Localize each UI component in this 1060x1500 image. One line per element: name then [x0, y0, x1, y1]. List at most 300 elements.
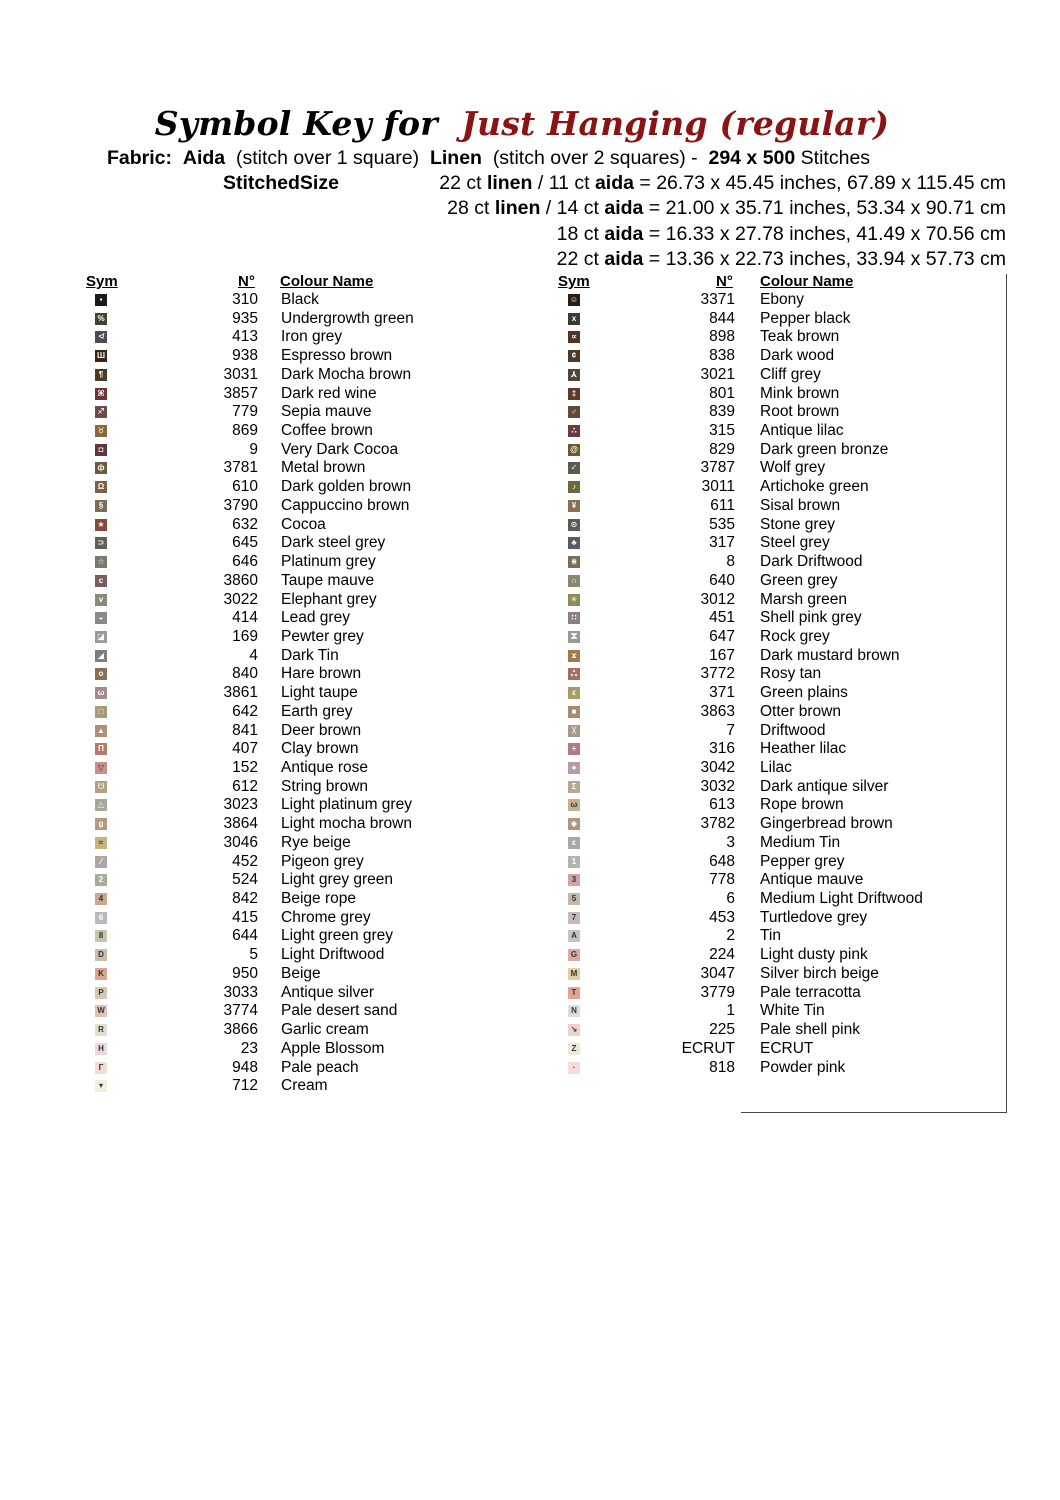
key-row	[0, 665, 1060, 684]
symbol-swatch: ⌘	[95, 388, 107, 400]
colour-name: Wolf grey	[760, 459, 826, 477]
dmc-number: 415	[232, 908, 258, 926]
header-name-left: Colour Name	[280, 273, 374, 290]
colour-name: Shell pink grey	[760, 609, 862, 627]
dmc-number: 167	[709, 646, 735, 664]
key-row	[0, 778, 1060, 797]
dmc-number: 938	[232, 347, 258, 365]
symbol-swatch: ◘	[95, 444, 107, 456]
dmc-number: 844	[709, 309, 735, 327]
dmc-number: 3866	[223, 1021, 258, 1039]
colour-name: Otter brown	[760, 702, 841, 720]
dmc-number: 317	[709, 534, 735, 552]
colour-name: Sisal brown	[760, 496, 841, 514]
colour-name: Gingerbread brown	[760, 815, 893, 833]
colour-name: Root brown	[760, 403, 840, 421]
dmc-number: 169	[232, 627, 258, 645]
symbol-swatch: ·	[568, 1062, 580, 1074]
dmc-number: 3033	[223, 983, 258, 1001]
dmc-number: 3863	[700, 702, 735, 720]
dmc-number: 535	[709, 515, 735, 533]
symbol-swatch: ♣	[568, 537, 580, 549]
symbol-swatch: ∝	[568, 331, 580, 343]
colour-name: Pigeon grey	[281, 852, 364, 870]
key-row	[0, 740, 1060, 759]
dmc-number: 642	[232, 702, 258, 720]
key-row	[0, 628, 1060, 647]
colour-name: Espresso brown	[281, 347, 393, 365]
symbol-swatch: ∴	[568, 425, 580, 437]
symbol-swatch: 1	[568, 856, 580, 868]
symbol-swatch: ♂	[568, 406, 580, 418]
key-row	[0, 984, 1060, 1003]
dmc-number: 612	[232, 777, 258, 795]
stitched-size-label: StitchedSize	[223, 172, 339, 194]
symbol-swatch: ♉	[95, 425, 107, 437]
dmc-number: 898	[709, 328, 735, 346]
colour-name: Pale peach	[281, 1058, 359, 1076]
colour-name: Lilac	[760, 759, 792, 776]
symbol-swatch: x	[568, 313, 580, 325]
key-row	[0, 609, 1060, 628]
dmc-number: 407	[232, 740, 258, 758]
symbol-swatch: ¶	[95, 369, 107, 381]
size-line-1: 28 ct linen / 14 ct aida = 21.00 x 35.71 inches, 53.34 x 90.71 cm	[447, 197, 1006, 219]
symbol-swatch: %	[95, 313, 107, 325]
symbol-swatch: §	[95, 500, 107, 512]
dmc-number: 310	[232, 291, 258, 308]
symbol-swatch: g	[95, 818, 107, 830]
key-row	[0, 572, 1060, 591]
colour-name: Metal brown	[281, 459, 366, 477]
dmc-number: 6	[726, 890, 735, 908]
colour-name: Heather lilac	[760, 740, 847, 758]
colour-name: Black	[281, 291, 319, 308]
dmc-number: 647	[709, 627, 735, 645]
colour-name: Iron grey	[281, 328, 343, 346]
dmc-number: 524	[232, 871, 258, 889]
symbol-swatch: ▪	[95, 294, 107, 306]
dmc-number: 3860	[223, 571, 258, 589]
colour-name: Medium Light Driftwood	[760, 890, 923, 908]
dmc-number: 316	[709, 740, 735, 758]
colour-name: Green grey	[760, 571, 838, 589]
fabric-stitches: Stitches	[800, 147, 871, 169]
key-row	[0, 703, 1060, 722]
symbol-swatch: K	[95, 968, 107, 980]
symbol-swatch: P	[95, 987, 107, 999]
dmc-number: 7	[726, 721, 735, 739]
header-sym-right: Sym	[558, 273, 590, 290]
colour-name: Taupe mauve	[281, 571, 375, 589]
colour-name: Dark red wine	[281, 384, 377, 402]
symbol-swatch: ≮	[95, 331, 107, 343]
colour-name: Chrome grey	[281, 908, 371, 926]
colour-name: Elephant grey	[281, 590, 377, 608]
key-row	[0, 815, 1060, 834]
key-row	[0, 422, 1060, 441]
fabric-aida-note: (stitch over 1 square)	[235, 147, 420, 169]
dmc-number: 3031	[223, 365, 258, 383]
dmc-number: 225	[709, 1021, 735, 1039]
colour-name: Artichoke green	[760, 478, 869, 496]
dmc-number: 840	[232, 665, 258, 683]
dmc-number: 3779	[700, 983, 735, 1001]
colour-name: Cocoa	[281, 515, 326, 533]
key-row	[0, 1021, 1060, 1040]
key-row	[0, 759, 1060, 778]
symbol-swatch: Z	[568, 1043, 580, 1055]
colour-name: Platinum grey	[281, 553, 376, 571]
symbol-swatch: D	[95, 949, 107, 961]
dmc-number: 3032	[700, 777, 735, 795]
fabric-linen-note: (stitch over 2 squares) -	[492, 147, 698, 169]
key-row	[0, 1002, 1060, 1021]
dmc-number: 9	[249, 440, 258, 458]
colour-name: White Tin	[760, 1002, 825, 1020]
colour-name: Earth grey	[281, 702, 353, 720]
colour-name: Deer brown	[281, 721, 362, 739]
symbol-swatch: M	[568, 968, 580, 980]
colour-name: Dark mustard brown	[760, 646, 900, 664]
dmc-number: 839	[709, 403, 735, 421]
symbol-swatch: ★	[95, 519, 107, 531]
symbol-swatch: ♐	[95, 406, 107, 418]
symbol-swatch: +	[568, 743, 580, 755]
symbol-swatch: 2	[95, 874, 107, 886]
colour-name: Dark Mocha brown	[281, 365, 412, 383]
table-border-bottom	[741, 1112, 1007, 1113]
symbol-swatch: ●	[568, 762, 580, 774]
symbol-swatch: ∩	[568, 575, 580, 587]
dmc-number: 3781	[223, 459, 258, 477]
dmc-number: 1	[726, 1002, 735, 1020]
key-row	[0, 927, 1060, 946]
symbol-swatch: R	[95, 1024, 107, 1036]
symbol-swatch: 5	[568, 893, 580, 905]
colour-name: Light Driftwood	[281, 946, 385, 964]
symbol-swatch: 6	[95, 912, 107, 924]
symbol-swatch: N	[568, 1005, 580, 1017]
symbol-swatch: ᚷ	[568, 725, 580, 737]
dmc-number: 3857	[223, 384, 258, 402]
dmc-number: 632	[232, 515, 258, 533]
key-row	[0, 853, 1060, 872]
fabric-line	[107, 146, 870, 170]
colour-name: Cappuccino brown	[281, 496, 410, 514]
colour-name: Antique lilac	[760, 422, 844, 440]
key-row	[0, 403, 1060, 422]
colour-name: Green plains	[760, 684, 848, 702]
fabric-label: Fabric:	[107, 147, 173, 169]
symbol-swatch: △	[95, 799, 107, 811]
colour-name: String brown	[281, 777, 369, 795]
colour-name: Teak brown	[760, 328, 840, 346]
dmc-number: 648	[709, 852, 735, 870]
key-row	[0, 871, 1060, 890]
colour-name: Dark antique silver	[760, 777, 889, 795]
key-row	[0, 478, 1060, 497]
colour-name: Beige rope	[281, 890, 356, 908]
key-row	[0, 946, 1060, 965]
dmc-number: 778	[709, 871, 735, 889]
key-row	[0, 366, 1060, 385]
header-num-left: N°	[238, 273, 255, 290]
key-row	[0, 1059, 1060, 1078]
dmc-number: 644	[232, 927, 258, 945]
symbol-swatch: ◒	[95, 612, 107, 624]
colour-name: Medium Tin	[760, 833, 841, 851]
symbol-swatch: 8	[95, 930, 107, 942]
colour-name: ECRUT	[760, 1039, 814, 1057]
dmc-number: 935	[232, 309, 258, 327]
colour-name: Steel grey	[760, 534, 830, 552]
dmc-number: 869	[232, 422, 258, 440]
colour-name: Stone grey	[760, 515, 835, 533]
dmc-number: 610	[232, 478, 258, 496]
colour-name: Very Dark Cocoa	[281, 440, 399, 458]
colour-name: Light mocha brown	[281, 815, 412, 833]
colour-name: Antique mauve	[760, 871, 864, 889]
symbol-swatch: ☆	[95, 556, 107, 568]
colour-name: Coffee brown	[281, 422, 373, 440]
colour-name: Dark Driftwood	[760, 553, 863, 571]
fabric-size: 294 x 500	[708, 147, 796, 169]
dmc-number: 8	[726, 553, 735, 571]
key-row	[0, 1040, 1060, 1059]
dmc-number: 3047	[700, 964, 735, 982]
symbol-swatch: ☺	[569, 295, 579, 304]
key-row	[0, 834, 1060, 853]
colour-name: Antique rose	[281, 759, 369, 776]
dmc-number: 3864	[223, 815, 258, 833]
symbol-swatch: 4	[95, 893, 107, 905]
symbol-swatch: ‡	[568, 388, 580, 400]
key-row	[0, 890, 1060, 909]
key-row	[0, 965, 1060, 984]
symbol-swatch: Ω	[95, 481, 107, 493]
symbol-swatch: ¢	[568, 350, 580, 362]
colour-name: Pale shell pink	[760, 1021, 860, 1039]
colour-name: Sepia mauve	[281, 403, 372, 421]
symbol-swatch: Π	[95, 743, 107, 755]
table-border-right	[1006, 274, 1007, 1112]
symbol-swatch: ф	[95, 462, 107, 474]
symbol-swatch: Σ	[568, 781, 580, 793]
symbol-swatch: ✓	[568, 462, 580, 474]
symbol-swatch: ɛ	[568, 837, 580, 849]
key-row	[0, 1077, 1060, 1096]
symbol-swatch: ε	[568, 687, 580, 699]
dmc-number: 3011	[701, 478, 735, 496]
colour-name: Light green grey	[281, 927, 394, 945]
symbol-swatch: ⅄	[568, 369, 580, 381]
dmc-number: 640	[709, 571, 735, 589]
symbol-swatch: ▽	[95, 762, 107, 774]
colour-name: Beige	[281, 964, 321, 982]
colour-name: Rosy tan	[760, 665, 822, 683]
key-row	[0, 385, 1060, 404]
size-line-3: 22 ct aida = 13.36 x 22.73 inches, 33.94 x 57.73 cm	[556, 248, 1006, 270]
symbol-swatch: G	[568, 949, 580, 961]
symbol-swatch: ◪	[95, 631, 107, 643]
symbol-swatch: Γ	[95, 1062, 107, 1074]
symbol-swatch: T	[568, 987, 580, 999]
colour-name: Light grey green	[281, 871, 394, 889]
colour-name: Cream	[281, 1077, 328, 1095]
dmc-number: 842	[232, 890, 258, 908]
colour-name: Antique silver	[281, 983, 375, 1001]
symbol-swatch: ∷	[568, 612, 580, 624]
fabric-aida: Aida	[182, 147, 226, 169]
symbol-swatch: v	[95, 594, 107, 606]
dmc-number: 3046	[223, 833, 258, 851]
header-name-right: Colour Name	[760, 273, 854, 290]
size-line-2: 18 ct aida = 16.33 x 27.78 inches, 41.49 x 70.56 cm	[556, 223, 1006, 245]
dmc-number: 3042	[700, 759, 735, 776]
colour-name: Apple Blossom	[281, 1039, 385, 1057]
colour-name: Cliff grey	[760, 365, 821, 383]
dmc-number: 950	[232, 964, 258, 982]
symbol-swatch: ⋇	[568, 556, 580, 568]
dmc-number: 451	[709, 609, 735, 627]
symbol-swatch: W	[95, 1005, 107, 1017]
title-prefix: Symbol Key for	[154, 104, 438, 143]
key-row	[0, 591, 1060, 610]
key-row	[0, 647, 1060, 666]
key-row	[0, 722, 1060, 741]
colour-name: Mink brown	[760, 384, 840, 402]
colour-name: Dark wood	[760, 347, 835, 365]
colour-name: Dark steel grey	[281, 534, 386, 552]
dmc-number: 645	[232, 534, 258, 552]
dmc-number: 3371	[700, 291, 735, 308]
dmc-number: 152	[232, 759, 258, 776]
colour-name: Lead grey	[281, 609, 350, 627]
dmc-number: 611	[710, 496, 735, 514]
colour-name: Turtledove grey	[760, 908, 868, 926]
key-row	[0, 310, 1060, 329]
key-row	[0, 459, 1060, 478]
key-row	[0, 534, 1060, 553]
symbol-swatch: o	[95, 668, 107, 680]
dmc-number: 371	[709, 684, 735, 702]
page-title	[0, 104, 1044, 143]
symbol-swatch: ⁄	[95, 856, 107, 868]
symbol-swatch: ☋	[95, 781, 107, 793]
colour-name: Undergrowth green	[281, 309, 414, 327]
symbol-swatch: ▲	[95, 725, 107, 737]
dmc-number: 3774	[223, 1002, 258, 1020]
dmc-number: 452	[232, 852, 258, 870]
colour-name: Rope brown	[760, 796, 844, 814]
symbol-swatch: ≈	[95, 837, 107, 849]
dmc-number: 613	[709, 796, 735, 814]
symbol-swatch: ⵣ	[568, 631, 580, 643]
symbol-swatch: @	[568, 444, 580, 456]
colour-name: Light platinum grey	[281, 796, 412, 814]
pattern-name: Just Hanging (regular)	[461, 104, 890, 143]
colour-name: Powder pink	[760, 1058, 846, 1076]
dmc-number: 712	[232, 1077, 258, 1095]
colour-name: Dark Tin	[281, 646, 339, 664]
symbol-swatch: 3	[568, 874, 580, 886]
colour-name: Ebony	[760, 291, 804, 308]
key-row	[0, 291, 1060, 310]
symbol-swatch: ■	[568, 706, 580, 718]
colour-name: Hare brown	[281, 665, 362, 683]
colour-name: Garlic cream	[281, 1021, 369, 1039]
key-row	[0, 553, 1060, 572]
dmc-number: 3861	[223, 684, 258, 702]
colour-name: Rye beige	[281, 833, 351, 851]
header-num-right: N°	[716, 273, 733, 290]
key-row	[0, 909, 1060, 928]
dmc-number: 4	[249, 646, 258, 664]
symbol-swatch: ⊃	[95, 537, 107, 549]
dmc-number: 779	[232, 403, 258, 421]
symbol-swatch: H	[95, 1043, 107, 1055]
dmc-number: 801	[709, 384, 735, 402]
symbol-swatch: ♪	[568, 481, 580, 493]
symbol-swatch: c	[95, 575, 107, 587]
symbol-swatch: ¥	[568, 500, 580, 512]
dmc-number: 23	[240, 1039, 258, 1057]
key-row	[0, 441, 1060, 460]
key-row	[0, 516, 1060, 535]
symbol-swatch: ▾	[95, 1080, 107, 1092]
dmc-number: 818	[709, 1058, 735, 1076]
colour-name: Light taupe	[281, 684, 358, 702]
dmc-number: 3790	[223, 496, 258, 514]
symbol-swatch: ◆	[568, 818, 580, 830]
key-row	[0, 347, 1060, 366]
dmc-number: ECRUT	[681, 1039, 735, 1057]
key-row	[0, 497, 1060, 516]
symbol-swatch: 7	[568, 912, 580, 924]
key-row	[0, 684, 1060, 703]
dmc-number: 315	[709, 422, 735, 440]
colour-name: Marsh green	[760, 590, 848, 608]
dmc-number: 948	[232, 1058, 258, 1076]
symbol-swatch: ↘	[568, 1024, 580, 1036]
colour-name: Driftwood	[760, 721, 826, 739]
symbol-swatch: A	[568, 930, 580, 942]
colour-name: Pewter grey	[281, 627, 364, 645]
key-row	[0, 328, 1060, 347]
dmc-number: 838	[709, 347, 735, 365]
header-sym-left: Sym	[86, 273, 118, 290]
dmc-number: 841	[232, 721, 258, 739]
dmc-number: 646	[232, 553, 258, 571]
dmc-number: 414	[232, 609, 258, 627]
fabric-linen: Linen	[429, 147, 482, 169]
dmc-number: 3021	[700, 365, 735, 383]
symbol-swatch: ⊙	[568, 519, 580, 531]
colour-name: Light dusty pink	[760, 946, 868, 964]
colour-name: Tin	[760, 927, 781, 945]
size-line-0: 22 ct linen / 11 ct aida = 26.73 x 45.45 inches, 67.89 x 115.45 cm	[439, 172, 1006, 194]
symbol-swatch: ◢	[95, 650, 107, 662]
symbol-swatch: □	[95, 706, 107, 718]
dmc-number: 5	[249, 946, 258, 964]
symbol-swatch: ஃ	[568, 668, 580, 680]
colour-name: Silver birch beige	[760, 964, 879, 982]
symbol-swatch: ω	[568, 799, 580, 811]
colour-name: Pepper black	[760, 309, 851, 327]
dmc-number: 3012	[700, 590, 735, 608]
dmc-number: 413	[232, 328, 258, 346]
